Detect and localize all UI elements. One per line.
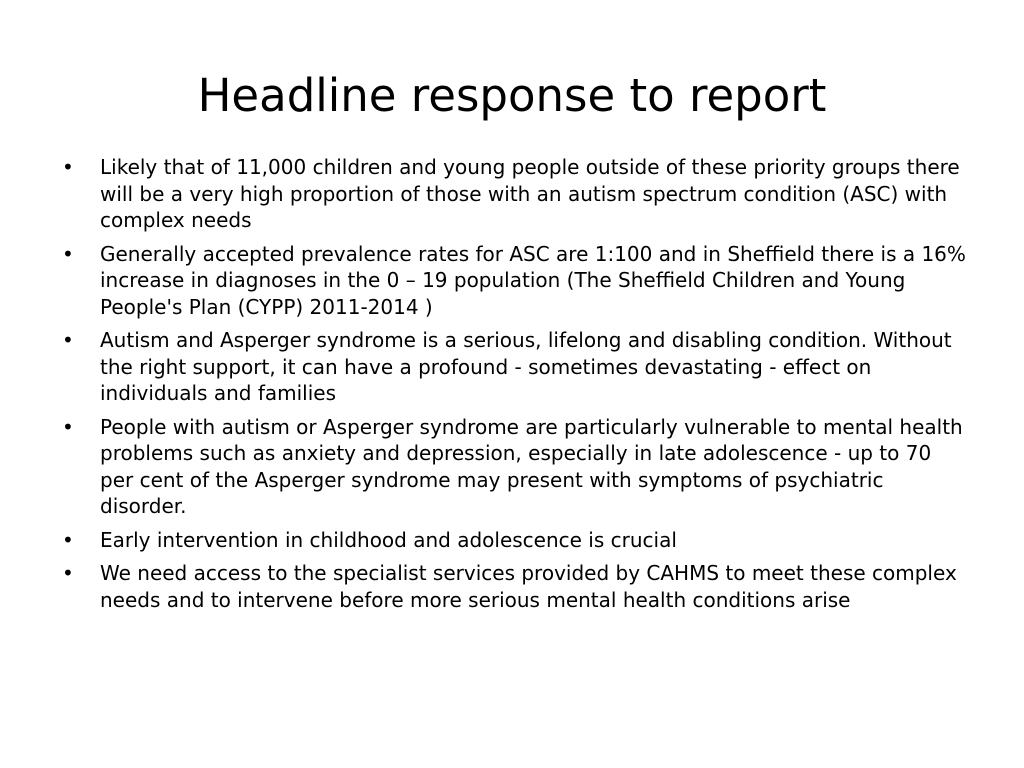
slide-title: Headline response to report bbox=[197, 69, 827, 122]
bullet-text: Generally accepted prevalence rates for ASC are 1:100 and in Sheffield there is a 16% increase in diagnoses in the 0 – 19 population (The Sheffield Children and Young People's Plan (CYPP) 2011-2014 ) bbox=[100, 241, 966, 319]
bullet-marker: • bbox=[62, 527, 74, 552]
bullet-text: Likely that of 11,000 children and young people outside of these priority groups there will be a very high proportion of those with an autism spectrum condition (ASC) with complex needs bbox=[100, 155, 960, 232]
bullet-item bbox=[62, 327, 970, 407]
bullet-item bbox=[62, 527, 970, 554]
bullet-item bbox=[62, 414, 970, 520]
bullet-text: Autism and Asperger syndrome is a serious, lifelong and disabling condition. Without the right support, it can have a profound - sometimes devastating - effect on individuals and families bbox=[100, 328, 952, 405]
bullet-marker: • bbox=[62, 155, 74, 179]
bullet-marker: • bbox=[62, 561, 74, 585]
bullet-marker: • bbox=[62, 414, 74, 439]
bullet-marker: • bbox=[62, 241, 74, 266]
bullet-item bbox=[62, 154, 970, 234]
bullet-text: We need access to the specialist services provided by CAHMS to meet these complex needs and to intervene before more serious mental health conditions arise bbox=[100, 561, 957, 612]
bullet-item bbox=[62, 241, 970, 321]
bullet-marker: • bbox=[62, 328, 74, 352]
bullet-text: Early intervention in childhood and adolescence is crucial bbox=[100, 527, 677, 552]
bullet-list bbox=[62, 154, 970, 620]
bullet-item bbox=[62, 560, 970, 613]
bullet-text: People with autism or Asperger syndrome are particularly vulnerable to mental health problems such as anxiety and depression, especially in late adolescence - up to 70 per cent of the Asperger syndrome may present with symptoms of psychiatric disorder. bbox=[100, 414, 963, 518]
